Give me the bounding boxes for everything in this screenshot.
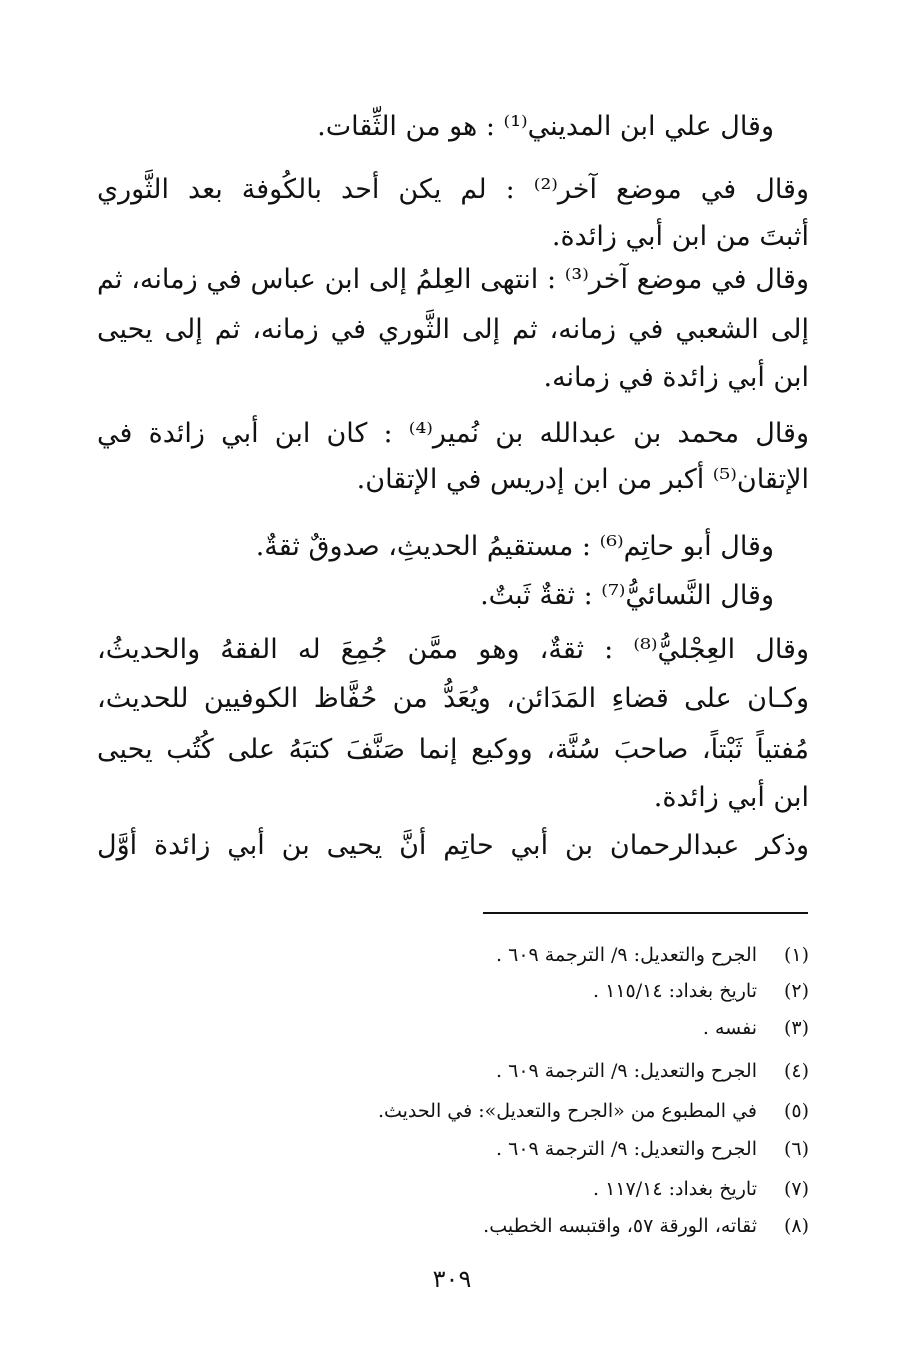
- body-line-5: إلى الشعبي في زمانه، ثم إلى الثَّوري في زمانه، ثم إلى يحيى: [97, 314, 809, 345]
- footnote-text: الجرح والتعديل: ٩/ الترجمة ٦٠٩ .: [496, 1060, 757, 1082]
- body-line-1: وقال علي ابن المديني⁽¹⁾ : هو من الثِّقات.: [317, 111, 774, 142]
- footnote-separator: [483, 912, 808, 914]
- footnote-text: نفسه .: [702, 1017, 757, 1039]
- footnote-2: [593, 977, 809, 1005]
- body-line-6: ابن أبي زائدة في زمانه.: [543, 362, 809, 393]
- footnote-text: تاريخ بغداد: ١١٥/١٤ .: [593, 980, 757, 1002]
- body-line-13: مُفتياً ثَبْتاً، صاحبَ سُنَّة، ووكيع إنما صَنَّفَ كتبَهُ على كُتُب يحيى: [97, 734, 809, 765]
- footnote-text: في المطبوع من «الجرح والتعديل»: في الحديث.: [377, 1100, 757, 1122]
- footnote-3: [703, 1014, 809, 1042]
- footnote-7: [593, 1175, 809, 1203]
- footnote-1: [496, 941, 809, 969]
- body-line-9: وقال أبو حاتِم⁽⁶⁾ : مستقيمُ الحديثِ، صدوقٌ ثقةٌ.: [255, 531, 774, 562]
- footnote-5: [378, 1097, 809, 1125]
- body-line-11: وقال العِجْليُّ⁽⁸⁾ : ثقةٌ، وهو ممَّن جُمِعَ له الفقهُ والحديثُ،: [97, 634, 809, 665]
- body-line-8: الإتقان⁽⁵⁾ أكبر من ابن إدريس في الإتقان.: [356, 464, 809, 495]
- body-line-14: ابن أبي زائدة.: [653, 782, 809, 813]
- footnote-text: تاريخ بغداد: ١١٧/١٤ .: [593, 1178, 757, 1200]
- footnote-text: ثقاته، الورقة ٥٧، واقتبسه الخطيب.: [483, 1215, 757, 1237]
- footnote-text: الجرح والتعديل: ٩/ الترجمة ٦٠٩ .: [496, 944, 757, 966]
- footnote-text: الجرح والتعديل: ٩/ الترجمة ٦٠٩ .: [496, 1138, 757, 1160]
- body-line-4: وقال في موضع آخر⁽³⁾ : انتهى العِلمُ إلى ابن عباس في زمانه، ثم: [97, 264, 809, 295]
- footnote-number: (١): [783, 944, 809, 966]
- body-line-12: وكـان على قضاءِ المَدَائن، ويُعَدُّ من حُفَّاظ الكوفيين للحديث،: [97, 683, 809, 714]
- body-line-7: وقال محمد بن عبدالله بن نُمير⁽⁴⁾ : كان ابن أبي زائدة في: [97, 418, 809, 449]
- footnote-number: (٥): [783, 1100, 809, 1122]
- body-line-2: وقال في موضع آخر⁽²⁾ : لم يكن أحد بالكُوفة بعد الثَّوري: [97, 174, 809, 205]
- footnote-number: (٨): [783, 1215, 809, 1237]
- footnote-number: (٢): [783, 980, 809, 1002]
- footnote-6: [496, 1135, 809, 1163]
- footnote-number: (٤): [783, 1060, 809, 1082]
- footnote-number: (٧): [783, 1178, 809, 1200]
- body-line-15: وذكر عبدالرحمان بن أبي حاتِم أنَّ يحيى بن أبي زائدة أوَّل: [97, 830, 809, 861]
- footnote-number: (٣): [783, 1017, 809, 1039]
- body-line-3: أثبتَ من ابن أبي زائدة.: [551, 221, 809, 252]
- footnote-4: [496, 1057, 809, 1085]
- page-number: ٣٠٩: [432, 1265, 472, 1293]
- footnote-number: (٦): [783, 1138, 809, 1160]
- body-line-10: وقال النَّسائيُّ⁽⁷⁾ : ثقةٌ ثَبتٌ.: [480, 580, 774, 611]
- footnote-8: [483, 1212, 809, 1240]
